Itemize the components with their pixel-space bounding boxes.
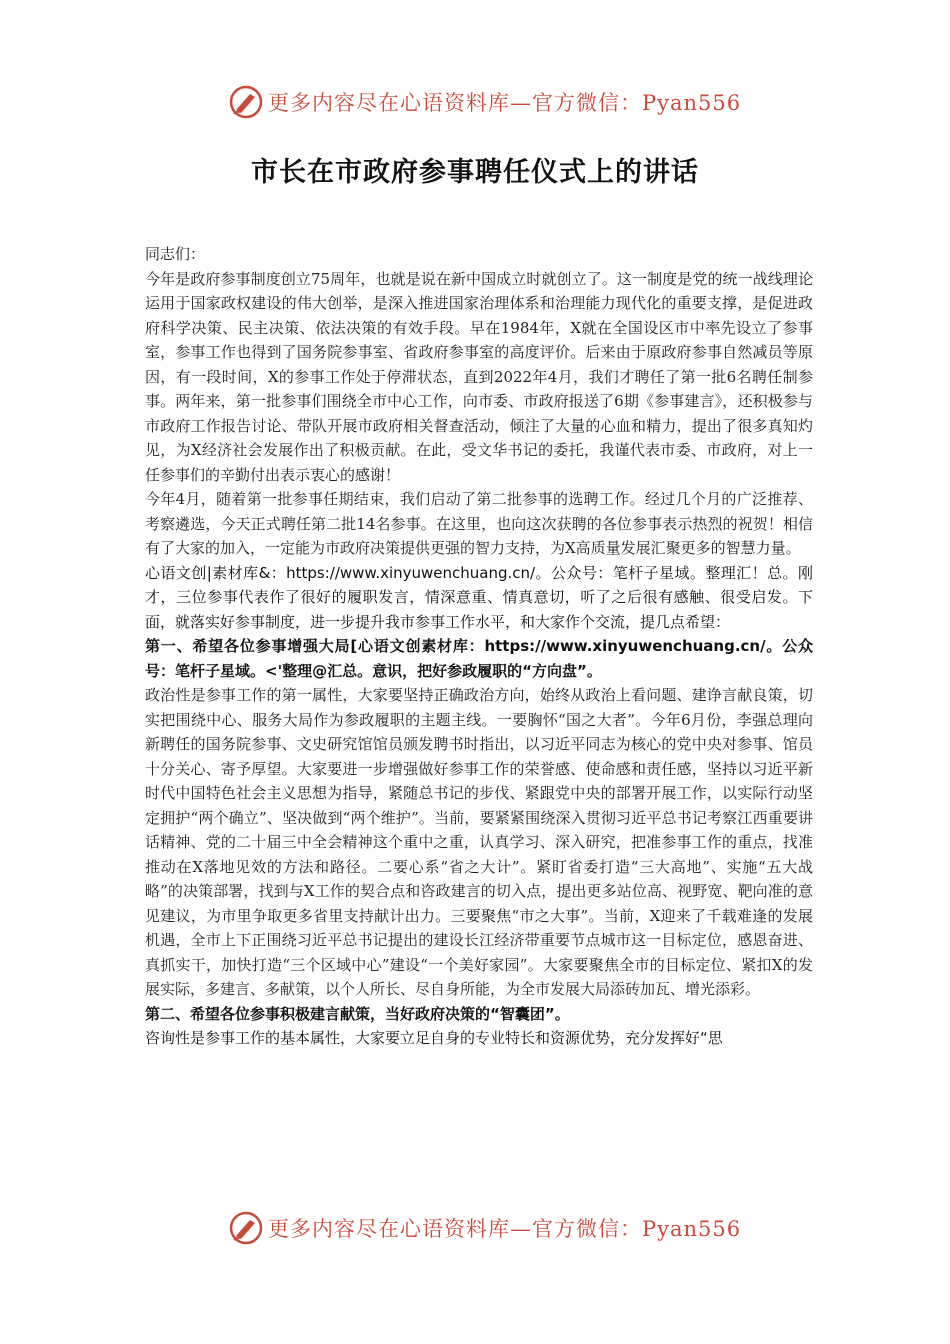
paragraph-2: 今年4月，随着第一批参事任期结束，我们启动了第二批参事的选聘工作。经过几个月的广泛推荐、考察遴选，今天正式聘任第二批14名参事。在这里，也向这次获聘的各位参事表示热烈的祝贺！相信有了大家的加入，一定能为市政府决策提供更强的智力支持，为X高质量发展汇聚更多的智慧力量。 [145,490,813,557]
paragraph-1: 今年是政府参事制度创立75周年，也就是说在新中国成立时就创立了。这一制度是党的统一战线理论运用于国家政权建设的伟大创举，是深入推进国家治理体系和治理能力现代化的重要支撑，是促进政府科学决策、民主决策、依法决策的有效手段。早在1984年，X就在全国设区市中率先设立了参事室，参事工作也得到了国务院参事室、省政府参事室的高度评价。后来由于原政府参事自然减员等原因，有一段时间，X的参事工作处于停滞状态，直到2022年4月，我们才聘任了第一批6名聘任制参事。两年来，第一批参事们围绕全市中心工作，向市委、市政府报送了6期《参事建言》，还积极参与市政府工作报告讨论、带队开展市政府相关督查活动，倾注了大量的心血和精力，提出了很多真知灼见，为X经济社会发展作出了积极贡献。在此，受文华书记的委托，我谨代表市委、市政府，对上一任参事们的辛勤付出表示衷心的感谢！ [145,269,813,484]
brush-logo-icon [228,84,264,120]
paragraph-3: 心语文创|素材库&：https://www.xinyuwenchuang.cn/。公众号：笔杆子星域。整理汇！总。刚才，三位参事代表作了很好的履职发言，情深意重、情真意切，听了之后很有感触、很受启发。下面，就落实好参事制度，进一步提升我市参事工作水平，和大家作个交流，提几点希望： [145,563,813,631]
document-body [145,242,813,1051]
footer-banner-text: 更多内容尽在心语资料库—官方微信：Pyan556 [268,1217,742,1241]
salutation: 同志们： [145,245,206,263]
brush-logo-icon [228,1210,264,1246]
paragraph-5: 咨询性是参事工作的基本属性，大家要立足自身的专业特长和资源优势，充分发挥好“思 [145,1029,723,1047]
section-heading-1: 第一、希望各位参事增强大局[心语文创素材库：https://www.xinyuwenchuang.cn/。公众号：笔杆子星域。<'整理@汇总。意识，把好参政履职的“方向盘”。 [145,637,813,680]
paragraph-4: 政治性是参事工作的第一属性，大家要坚持正确政治方向，始终从政治上看问题、建诤言献良策，切实把围绕中心、服务大局作为参政履职的主题主线。一要胸怀“国之大者”。今年6月份，李强总理向新聘任的国务院参事、文史研究馆馆员颁发聘书时指出，以习近平同志为核心的党中央对参事、馆员十分关心、寄予厚望。大家要进一步增强做好参事工作的荣誉感、使命感和责任感，坚持以习近平新时代中国特色社会主义思想为指导，紧随总书记的步伐、紧跟党中央的部署开展工作，以实际行动坚定拥护“两个确立”、坚决做到“两个维护”。当前，要紧紧围绕深入贯彻习近平总书记考察江西重要讲话精神、党的二十届三中全会精神这个重中之重，认真学习、深入研究，把准参事工作的重点，找准推动在X落地见效的方法和路径。二要心系“省之大计”。紧盯省委打造“三大高地”、实施“五大战略”的决策部署，找到与X工作的契合点和咨政建言的切入点，提出更多站位高、视野宽、靶向准的意见建议，为市里争取更多省里支持献计出力。三要聚焦“市之大事”。当前，X迎来了千载难逢的发展机遇，全市上下正围绕习近平总书记提出的建设长江经济带重要节点城市这一目标定位，感恩奋进、真抓实干，加快打造“三个区域中心”建设“一个美好家园”。大家要聚焦全市的目标定位、紧扣X的发展实际，多建言、多献策，以个人所长、尽自身所能，为全市发展大局添砖加瓦、增光添彩。 [145,686,813,998]
header-banner-text: 更多内容尽在心语资料库—官方微信：Pyan556 [268,91,742,115]
section-heading-2: 第二、希望各位参事积极建言献策，当好政府决策的“智囊团”。 [145,1004,570,1023]
footer-banner [228,1208,748,1248]
header-banner [228,82,748,122]
document-title: 市长在市政府参事聘任仪式上的讲话 [251,157,699,188]
